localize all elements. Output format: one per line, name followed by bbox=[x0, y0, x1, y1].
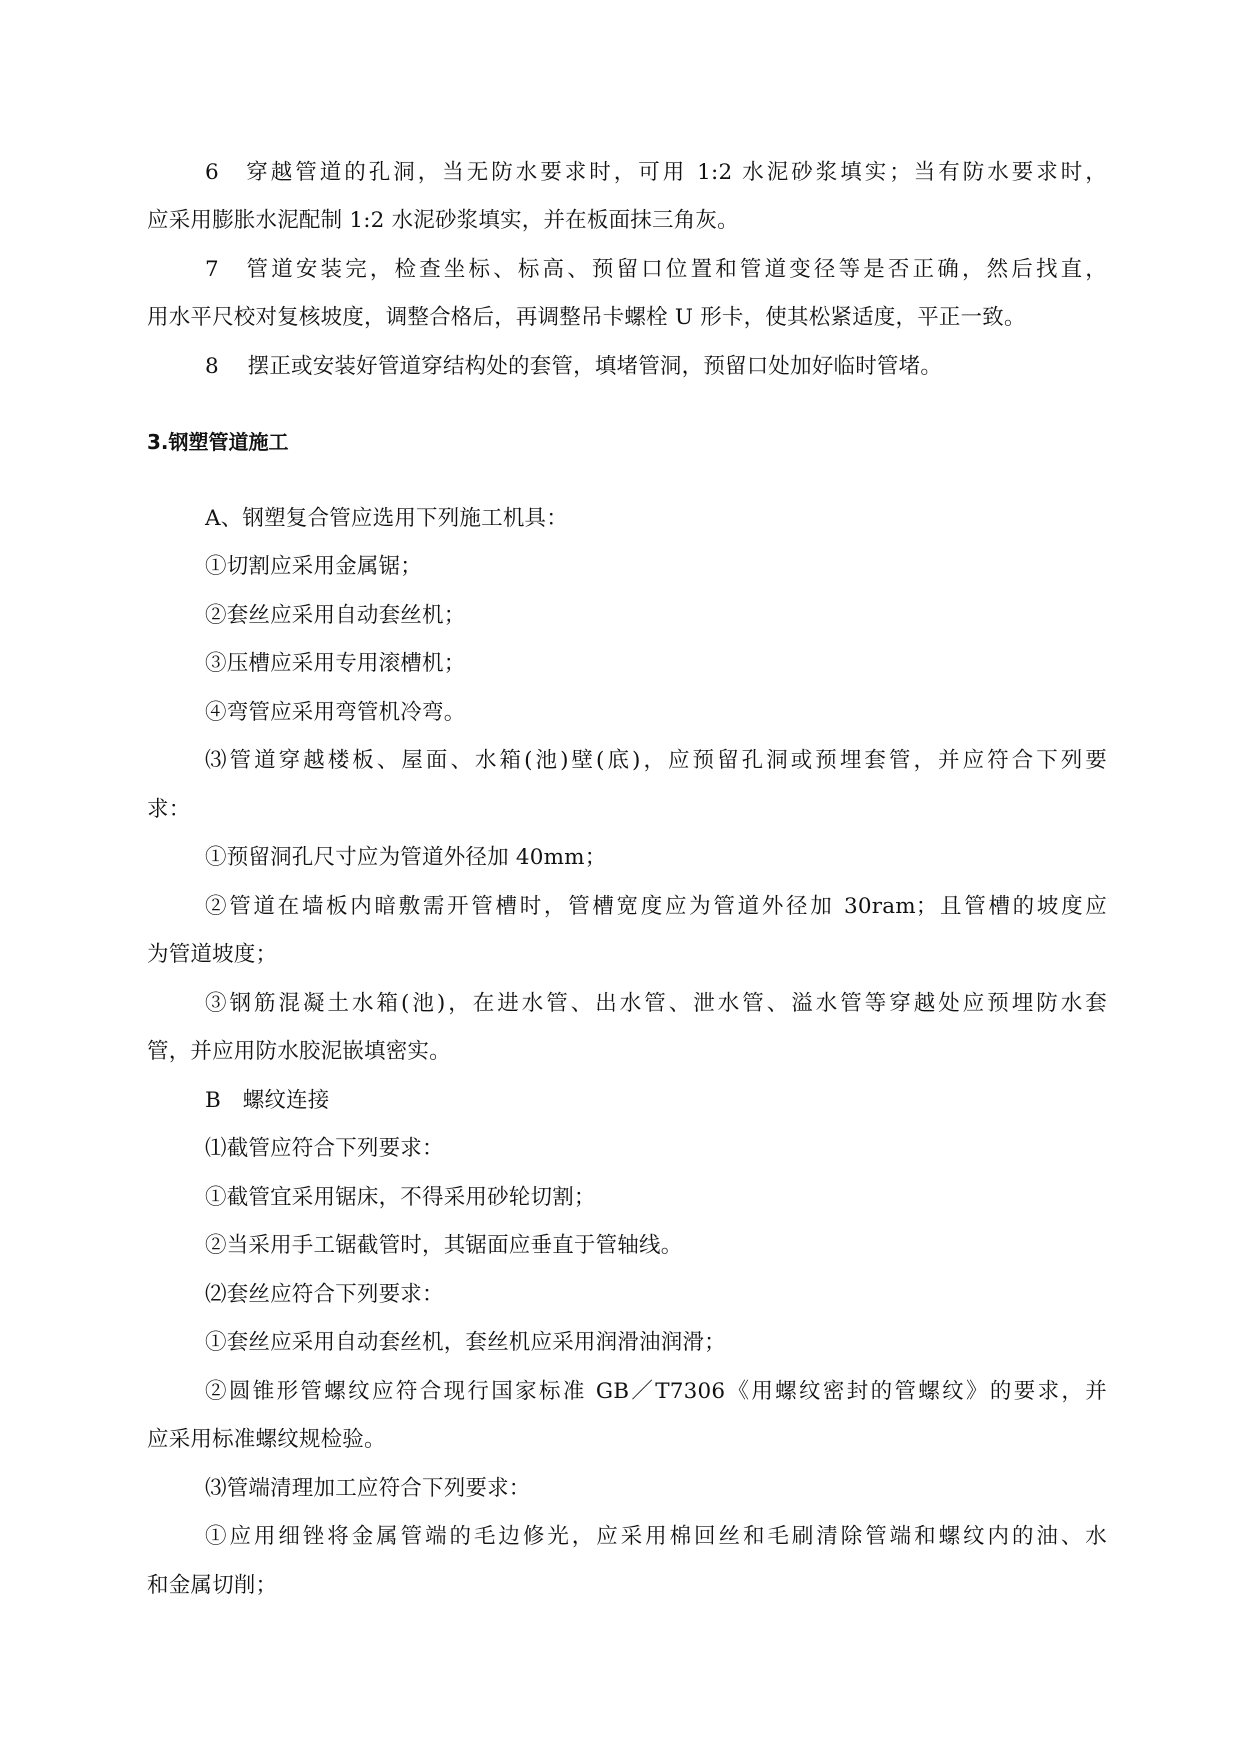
subsection-title: ⑴截管应符合下列要求： bbox=[205, 1136, 444, 1161]
list-item: ①截管宜采用锯床，不得采用砂轮切割； bbox=[205, 1185, 596, 1210]
list-item-continuation: 和金属切削； bbox=[147, 1573, 278, 1598]
list-item-continuation: 为管道坡度； bbox=[147, 942, 278, 967]
paragraph-3-line-1: ⑶管道穿越楼板、屋面、水箱(池)壁(底)，应预留孔洞或预埋套管，并应符合下列要 bbox=[205, 748, 1107, 773]
section-b-title: B 螺纹连接 bbox=[205, 1088, 330, 1113]
list-item: ①套丝应采用自动套丝机，套丝机应采用润滑油润滑； bbox=[205, 1330, 726, 1355]
list-item-continuation: 管，并应用防水胶泥嵌填密实。 bbox=[147, 1039, 451, 1064]
subsection-title: ⑵套丝应符合下列要求： bbox=[205, 1282, 444, 1307]
list-item: ①切割应采用金属锯； bbox=[205, 554, 423, 579]
item-6-line-2: 应采用膨胀水泥配制 1:2 水泥砂浆填实，并在板面抹三角灰。 bbox=[147, 208, 739, 233]
list-item: ②当采用手工锯截管时，其锯面应垂直于管轴线。 bbox=[205, 1233, 683, 1258]
item-6-line-1: 6 穿越管道的孔洞，当无防水要求时，可用 1:2 水泥砂浆填实；当有防水要求时， bbox=[205, 160, 1107, 185]
list-item: ①预留洞孔尺寸应为管道外径加 40mm； bbox=[205, 845, 607, 870]
item-7-line-2: 用水平尺校对复核坡度，调整合格后，再调整吊卡螺栓 U 形卡，使其松紧适度，平正一致。 bbox=[147, 305, 1026, 330]
list-item: ②管道在墙板内暗敷需开管槽时，管槽宽度应为管道外径加 30ram；且管槽的坡度应 bbox=[205, 894, 1107, 919]
list-item: ①应用细锉将金属管端的毛边修光，应采用棉回丝和毛刷清除管端和螺纹内的油、水 bbox=[205, 1524, 1107, 1549]
list-item: ③压槽应采用专用滚槽机； bbox=[205, 651, 466, 676]
item-7-line-1: 7 管道安装完，检查坐标、标高、预留口位置和管道变径等是否正确，然后找直， bbox=[205, 257, 1107, 282]
list-item: ②圆锥形管螺纹应符合现行国家标准 GB／T7306《用螺纹密封的管螺纹》的要求，并 bbox=[205, 1379, 1107, 1404]
list-item: ②套丝应采用自动套丝机； bbox=[205, 603, 466, 628]
subsection-title: ⑶管端清理加工应符合下列要求： bbox=[205, 1476, 531, 1501]
list-item: ③钢筋混凝土水箱(池)，在进水管、出水管、泄水管、溢水管等穿越处应预埋防水套 bbox=[205, 991, 1107, 1016]
paragraph-3-line-2: 求： bbox=[147, 797, 191, 822]
list-item: ④弯管应采用弯管机冷弯。 bbox=[205, 700, 466, 725]
list-item-continuation: 应采用标准螺纹规检验。 bbox=[147, 1427, 386, 1452]
item-8-line-1: 8 摆正或安装好管道穿结构处的套管，填堵管洞，预留口处加好临时管堵。 bbox=[205, 354, 943, 379]
section-heading: 3.钢塑管道施工 bbox=[147, 430, 289, 454]
section-a-title: A、钢塑复合管应选用下列施工机具： bbox=[205, 506, 568, 531]
